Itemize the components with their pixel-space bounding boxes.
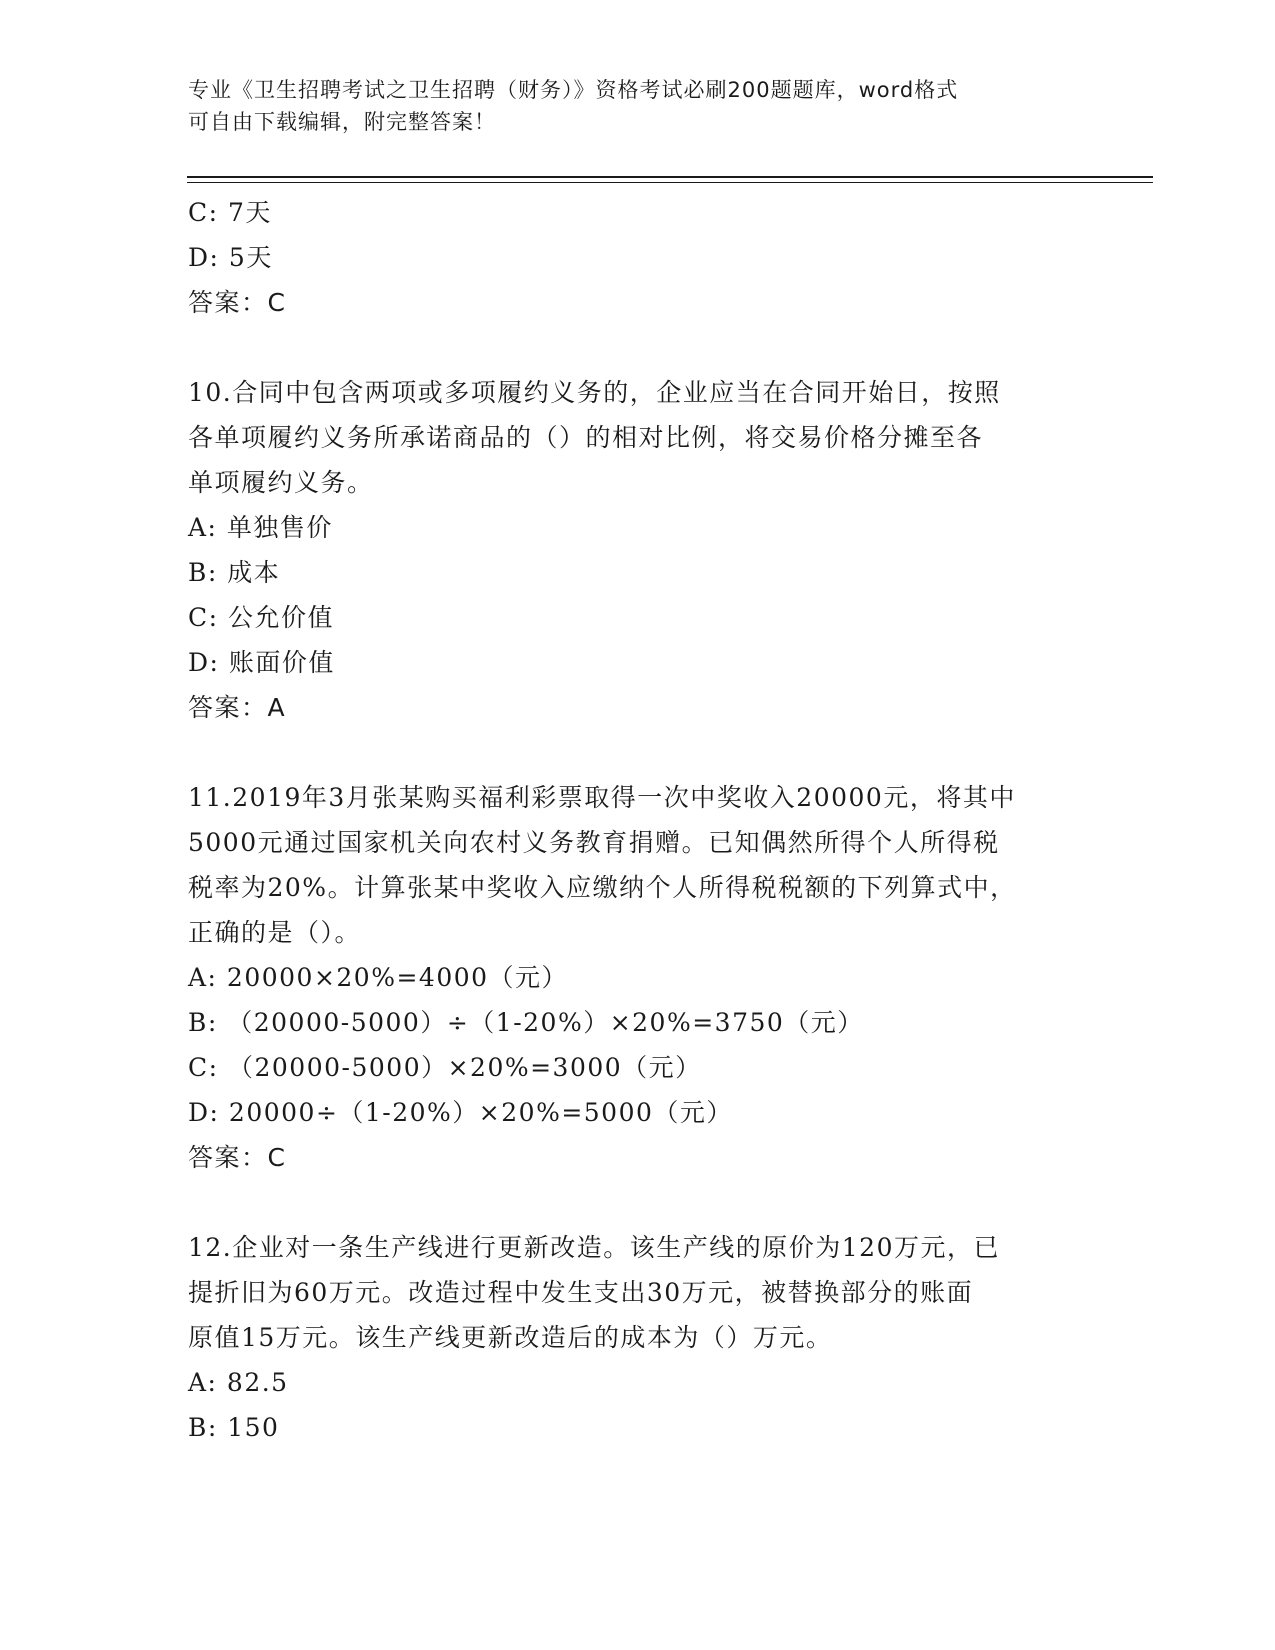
header-title-line-1: 专业《卫生招聘考试之卫生招聘（财务）》资格考试必刷200题题库，word格式 (188, 78, 959, 102)
document-header (188, 74, 1088, 138)
option-a: A: 82.5 (188, 1368, 289, 1397)
option-d: D: 5天 (188, 243, 273, 272)
question-stem-line: 提折旧为60万元。改造过程中发生支出30万元，被替换部分的账面 (188, 1278, 974, 1307)
question-11 (188, 775, 1078, 1180)
option-d: D: 账面价值 (188, 648, 335, 677)
header-divider-thick (187, 176, 1153, 178)
answer-line: 答案：C (188, 1143, 287, 1172)
question-10 (188, 370, 1078, 730)
question-stem-line: 税率为20%。计算张某中奖收入应缴纳个人所得税税额的下列算式中， (188, 873, 1017, 902)
answer-line: 答案：A (188, 693, 287, 722)
question-list (188, 190, 1078, 1450)
option-b: B: 成本 (188, 558, 281, 587)
option-c: C: 公允价值 (188, 603, 334, 632)
header-divider-thin (187, 182, 1153, 183)
option-c: C: （20000-5000）×20%=3000（元） (188, 1053, 702, 1082)
question-stem-line: 10.合同中包含两项或多项履约义务的，企业应当在合同开始日，按照 (188, 378, 1001, 407)
option-a: A: 20000×20%=4000（元） (188, 963, 569, 992)
question-stem-line: 5000元通过国家机关向农村义务教育捐赠。已知偶然所得个人所得税 (188, 828, 1000, 857)
option-c: C: 7天 (188, 198, 272, 227)
answer-line: 答案：C (188, 288, 287, 317)
question-stem-line: 11.2019年3月张某购买福利彩票取得一次中奖收入20000元，将其中 (188, 783, 1016, 812)
question-stem-line: 12.企业对一条生产线进行更新改造。该生产线的原价为120万元，已 (188, 1233, 1000, 1262)
option-a: A: 单独售价 (188, 513, 333, 542)
question-stem-line: 各单项履约义务所承诺商品的（）的相对比例，将交易价格分摊至各 (188, 423, 984, 452)
option-d: D: 20000÷（1-20%）×20%=5000（元） (188, 1098, 733, 1127)
previous-question-tail (188, 190, 1078, 325)
question-spacer (188, 1180, 1078, 1225)
option-b: B: 150 (188, 1413, 280, 1442)
option-b: B: （20000-5000）÷（1-20%）×20%=3750（元） (188, 1008, 864, 1037)
question-spacer (188, 730, 1078, 775)
question-spacer (188, 325, 1078, 370)
header-title-line-2: 可自由下载编辑，附完整答案！ (188, 110, 496, 134)
question-stem-line: 单项履约义务。 (188, 468, 374, 497)
question-stem-line: 正确的是（）。 (188, 918, 362, 947)
question-12 (188, 1225, 1078, 1450)
question-stem-line: 原值15万元。该生产线更新改造后的成本为（）万元。 (188, 1323, 833, 1352)
